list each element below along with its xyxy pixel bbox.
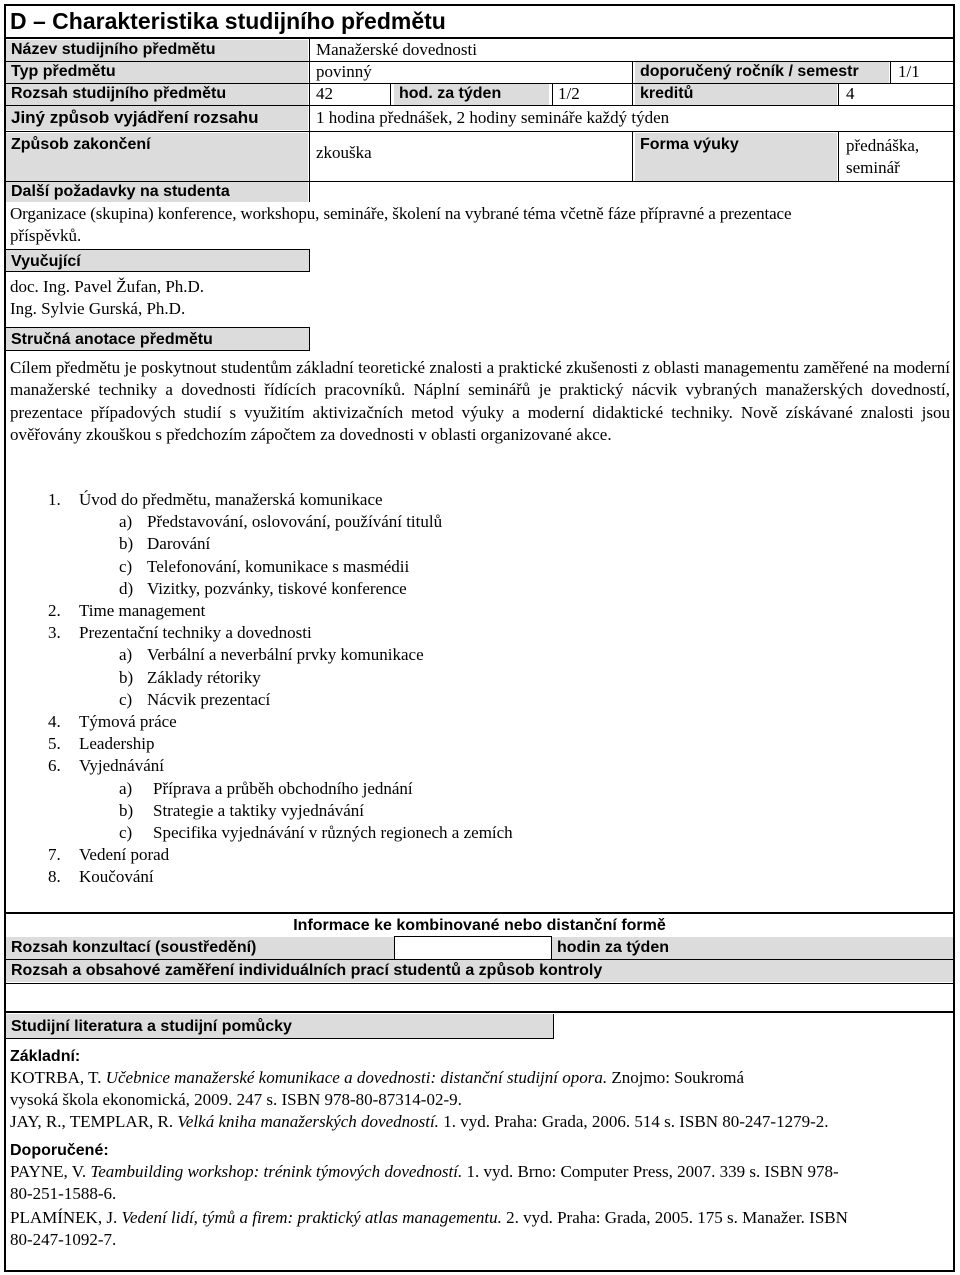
teaching-form-label: Forma výuky <box>635 133 837 181</box>
topic-item <box>119 556 409 578</box>
ref-details: 1. vyd. Brno: Computer Press, 2007. 339 s. ISBN 978- <box>466 1162 839 1181</box>
topic-number: 3. <box>48 623 61 643</box>
topic-text: Leadership <box>79 734 155 754</box>
topic-item <box>48 622 312 644</box>
topic-text: Týmová práce <box>79 712 177 731</box>
topic-number: b) <box>119 667 134 687</box>
topic-item <box>119 667 261 689</box>
requirements-text-1: Organizace (skupina) konference, workshopu, semináře, školení na vybrané téma včetně fáze přípravné a prezentace <box>10 204 792 223</box>
completion-value: zkouška <box>316 143 372 162</box>
course-type-label: Typ předmětu <box>6 62 308 83</box>
course-scope-value: 42 <box>316 84 333 103</box>
topic-number: b) <box>119 800 134 820</box>
credits-label: kreditů <box>635 84 837 105</box>
topic-item <box>48 844 169 866</box>
topic-text: Vyjednávání <box>79 756 164 776</box>
topic-item <box>119 578 407 600</box>
literature-label: Studijní literatura a studijní pomůcky <box>6 1014 554 1039</box>
combined-form-header: Informace ke kombinované nebo distanční formě <box>293 917 666 934</box>
topic-text: Specifika vyjednávání v různých regionech a zemích <box>153 823 513 842</box>
topic-item <box>119 822 513 844</box>
topic-text: Prezentační techniky a dovednosti <box>79 623 312 643</box>
teacher-1: doc. Ing. Pavel Žufan, Ph.D. <box>10 277 205 296</box>
consultations-value <box>394 936 552 960</box>
topic-number: c) <box>119 689 133 709</box>
topic-text: Strategie a taktiky vyjednávání <box>153 800 365 820</box>
basic-ref-1 <box>10 1068 744 1088</box>
hours-per-week-label: hod. za týden <box>394 84 549 105</box>
ref-title: Učebnice manažerské komunikace a dovednosti: distanční studijní opora. <box>105 1068 608 1087</box>
course-name-value: Manažerské dovednosti <box>316 40 477 59</box>
basic-ref-1-cont: vysoká škola ekonomická, 2009. 247 s. ISBN 978-80-87314-02-9. <box>10 1090 462 1109</box>
teachers-label: Vyučující <box>6 249 310 272</box>
ref-author: PAYNE, V. <box>10 1162 87 1181</box>
topic-item <box>48 489 383 511</box>
teacher-2: Ing. Sylvie Gurská, Ph.D. <box>10 299 186 318</box>
credits-value: 4 <box>846 84 855 103</box>
annotation-text: Cílem předmětu je poskytnout studentům základní teoretické znalosti a praktické zkušenosti z oblasti managementu zaměřené na moderní manažerské techniky a dovednosti řídících pracovníků. Náplní seminářů je praktický nácvik vybraných manažerských dovedností, prezentace případových studií s využitím aktivizačních metod výuky a moderní didaktické techniky. Nově získávané znalosti jsou ověřovány zkouškou s předchozím zápočtem za dovednosti v oblasti organizované akce. <box>10 358 950 445</box>
topic-text: Úvod do předmětu, manažerská komunikace <box>79 490 383 509</box>
requirements-text-2: příspěvků. <box>10 226 82 245</box>
topic-number: 1. <box>48 490 61 509</box>
topic-number: 7. <box>48 845 61 865</box>
ref-details: 2. vyd. Praha: Grada, 2005. 175 s. Manažer. ISBN <box>506 1208 848 1227</box>
ref-details: 1. vyd. Praha: Grada, 2006. 514 s. ISBN 80-247-1279-2. <box>443 1112 829 1131</box>
topic-number: 2. <box>48 601 61 620</box>
recommended-ref-2 <box>10 1208 848 1228</box>
course-scope-label: Rozsah studijního předmětu <box>6 84 308 105</box>
year-semester-value: 1/1 <box>898 62 920 81</box>
ref-author: KOTRBA, T. <box>10 1068 102 1087</box>
topic-item <box>48 755 164 777</box>
topic-item <box>119 533 210 555</box>
topic-text: Telefonování, komunikace s masmédii <box>147 556 410 576</box>
teaching-form-value-1: přednáška, <box>846 136 920 155</box>
course-type-value: povinný <box>316 62 372 81</box>
topic-text: Darování <box>147 534 211 554</box>
completion-label: Způsob zakončení <box>6 133 308 181</box>
topic-text: Nácvik prezentací <box>147 689 271 709</box>
teaching-form-value-2: seminář <box>846 158 900 177</box>
topic-item <box>48 733 155 755</box>
basic-ref-2 <box>10 1112 828 1132</box>
ref-title: Velká kniha manažerských dovedností. <box>177 1112 439 1131</box>
alt-scope-value: 1 hodina přednášek, 2 hodiny semináře každý týden <box>316 108 670 127</box>
topic-number: a) <box>119 778 133 798</box>
recommended-ref-1 <box>10 1162 839 1182</box>
topic-item <box>119 511 442 533</box>
ref-title: Vedení lidí, týmů a firem: praktický atlas managementu. <box>121 1208 502 1227</box>
topic-item <box>119 644 424 666</box>
topic-item <box>119 689 270 711</box>
requirements-label: Další požadavky na studenta <box>6 182 308 202</box>
topic-number: c) <box>119 823 133 842</box>
topic-text: Příprava a průběh obchodního jednání <box>153 778 413 798</box>
hours-week-label: hodin za týden <box>552 937 953 959</box>
ref-author: JAY, R., TEMPLAR, R. <box>10 1112 174 1131</box>
topic-item <box>48 711 177 733</box>
topic-number: b) <box>119 534 134 554</box>
topic-text: Koučování <box>79 867 154 887</box>
topic-item <box>119 800 364 822</box>
topic-number: 4. <box>48 712 61 731</box>
hours-per-week-value: 1/2 <box>558 84 580 103</box>
topic-number: 8. <box>48 867 61 887</box>
recommended-ref-1-cont: 80-251-1588-6. <box>10 1184 117 1203</box>
topic-item <box>48 600 205 622</box>
page-title: D – Charakteristika studijního předmětu <box>10 8 446 34</box>
course-name-label: Název studijního předmětu <box>6 40 308 61</box>
topic-number: 5. <box>48 734 61 754</box>
year-semester-label: doporučený ročník / semestr <box>635 62 889 83</box>
topic-text: Vizitky, pozvánky, tiskové konference <box>147 578 407 598</box>
topic-text: Time management <box>79 601 206 620</box>
ref-author: PLAMÍNEK, J. <box>10 1208 118 1227</box>
topic-text: Vedení porad <box>79 845 170 865</box>
topic-number: 6. <box>48 756 61 776</box>
topic-text: Představování, oslovování, používání titulů <box>147 512 443 532</box>
individual-work-label: Rozsah a obsahové zaměření individuálních prací studentů a způsob kontroly <box>6 960 953 982</box>
recommended-literature-heading: Doporučené: <box>10 1142 109 1159</box>
topic-number: d) <box>119 578 134 598</box>
topic-text: Základy rétoriky <box>147 667 261 687</box>
alt-scope-label: Jiný způsob vyjádření rozsahu <box>6 106 308 130</box>
topic-text: Verbální a neverbální prvky komunikace <box>147 645 424 665</box>
basic-literature-heading: Základní: <box>10 1048 81 1065</box>
ref-details: Znojmo: Soukromá <box>611 1068 745 1087</box>
consultations-label: Rozsah konzultací (soustředění) <box>6 937 394 959</box>
topic-item <box>48 866 154 888</box>
topic-item <box>119 778 413 800</box>
recommended-ref-2-cont: 80-247-1092-7. <box>10 1230 117 1249</box>
annotation-label: Stručná anotace předmětu <box>6 327 310 351</box>
ref-title: Teambuilding workshop: trénink týmových dovedností. <box>90 1162 463 1181</box>
topic-number: a) <box>119 645 133 665</box>
topic-number: c) <box>119 556 133 576</box>
topic-number: a) <box>119 512 133 532</box>
